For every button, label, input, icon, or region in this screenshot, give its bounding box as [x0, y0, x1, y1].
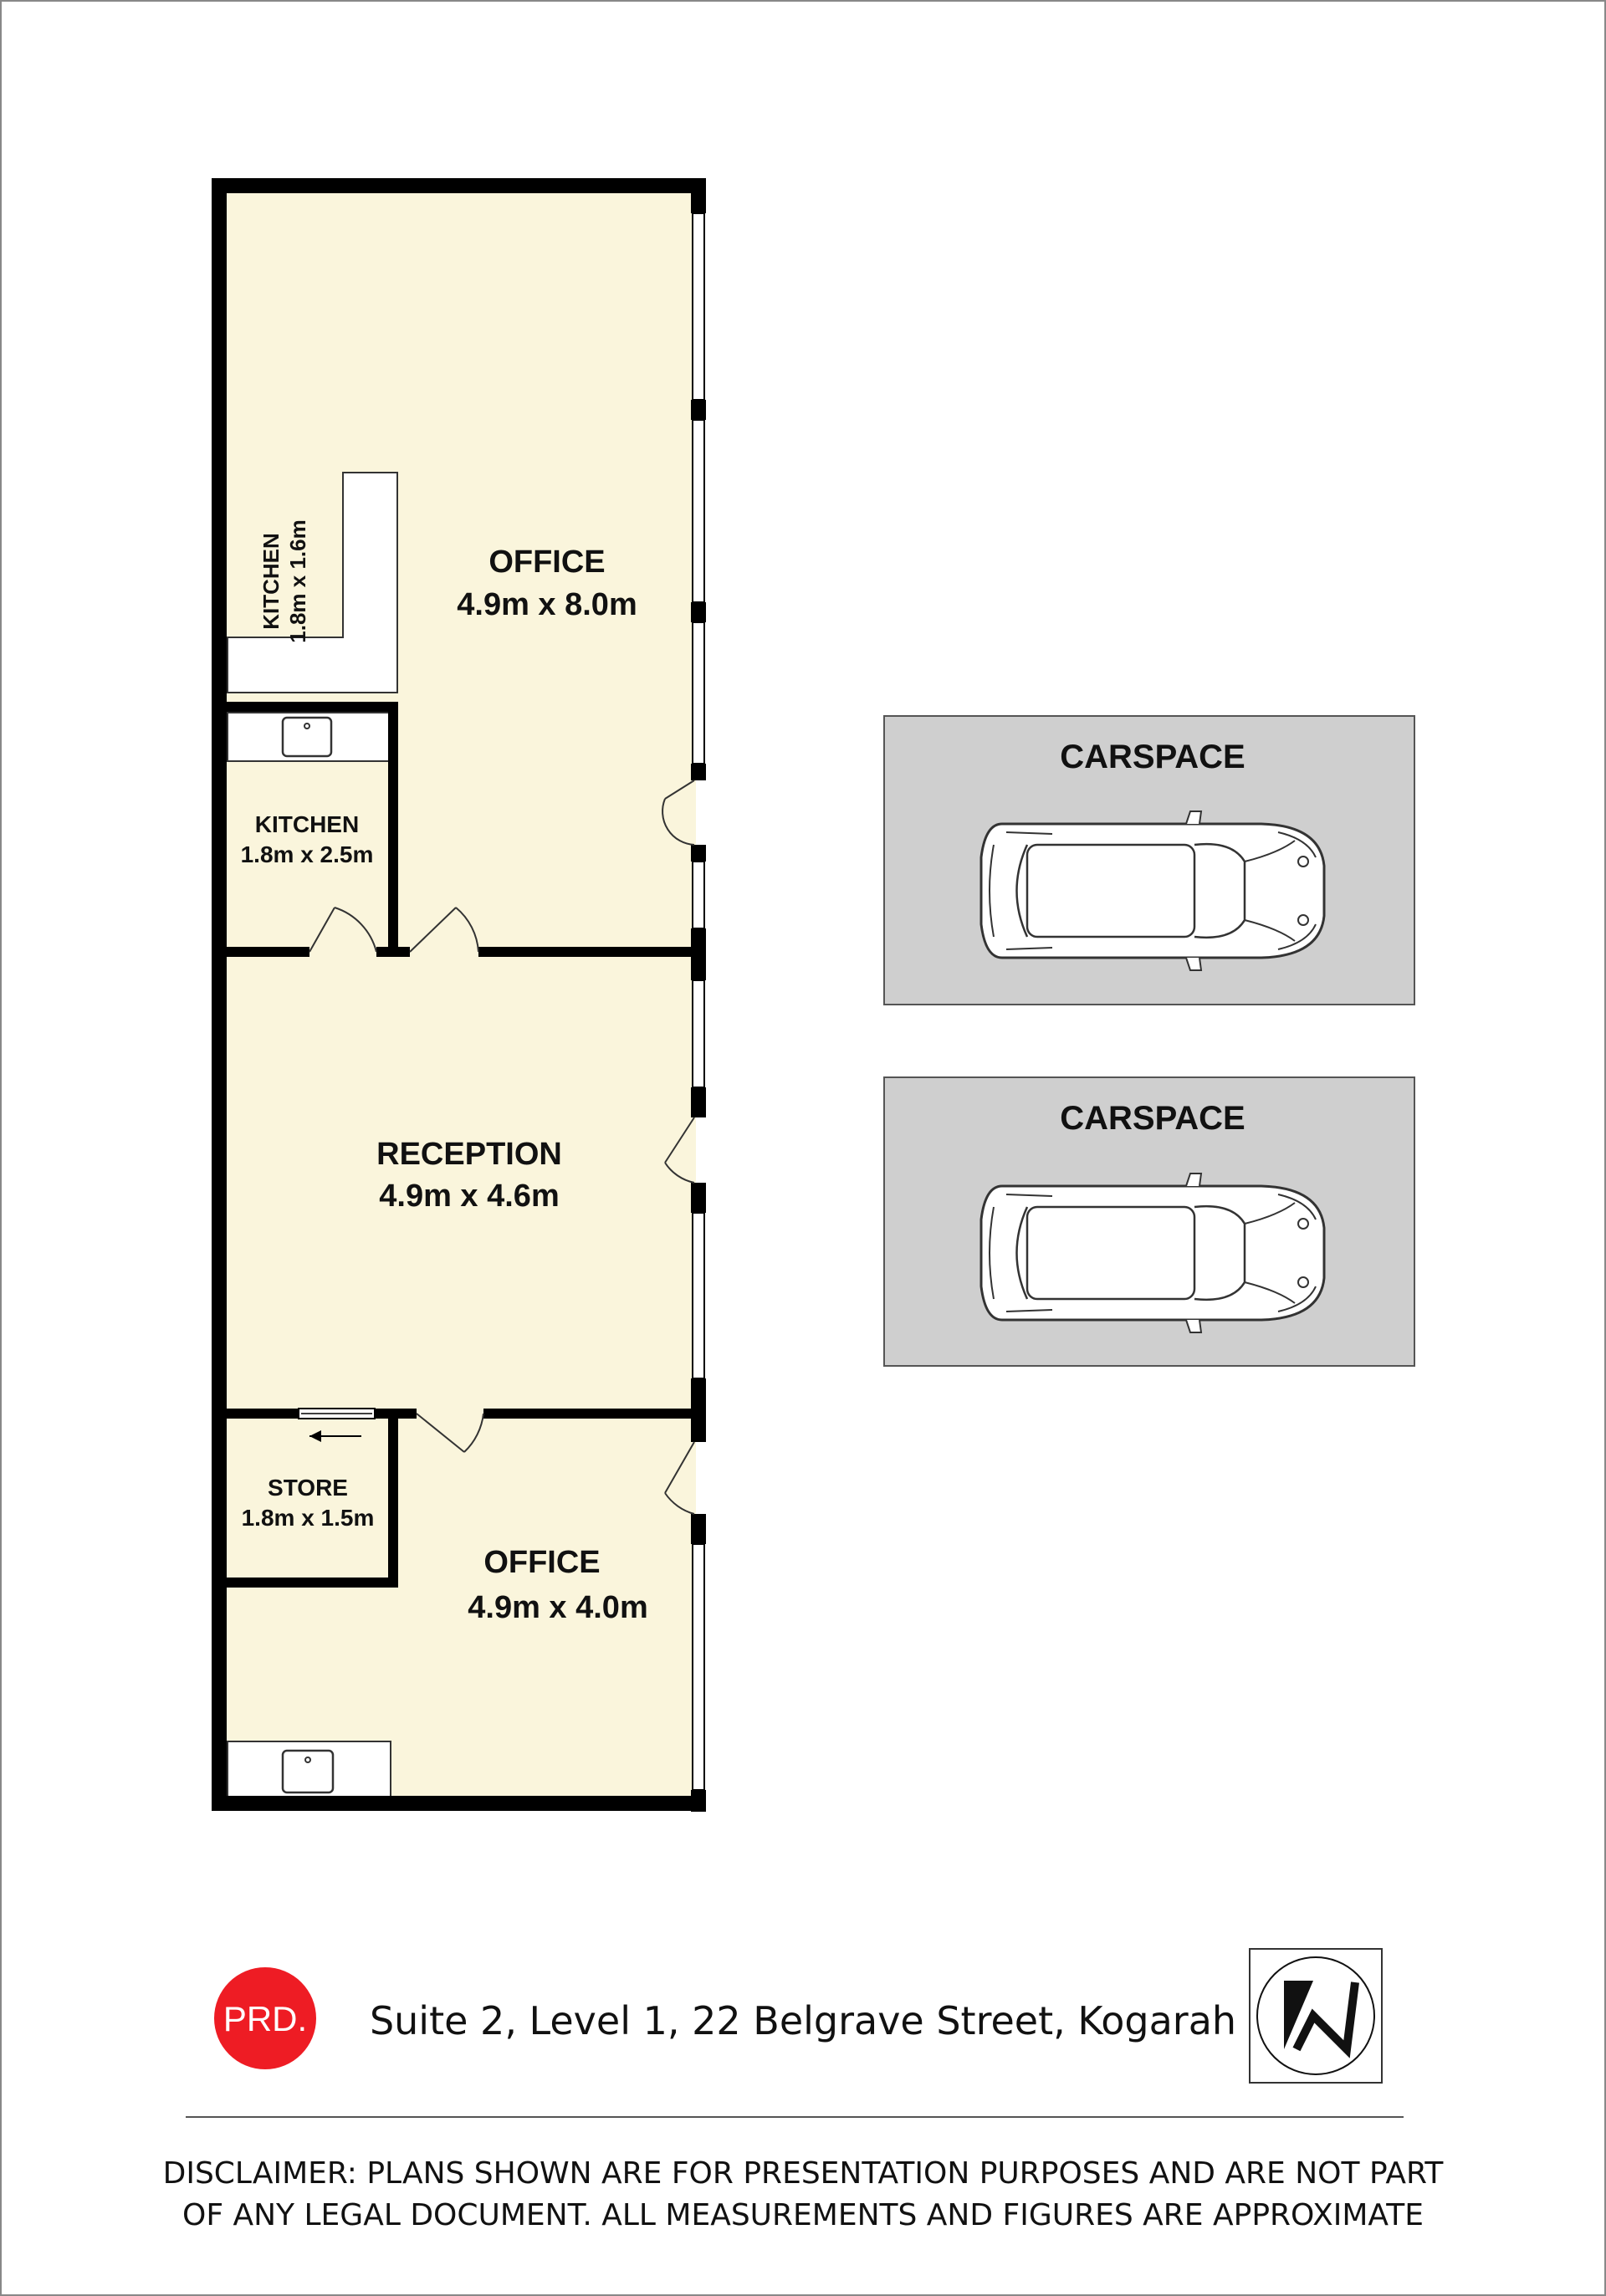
floor-fill: [219, 186, 696, 1803]
carspace-1-label: CARSPACE: [1060, 739, 1245, 775]
office-top-name: OFFICE: [488, 545, 606, 580]
kitchen-lower-name: KITCHEN: [254, 811, 360, 837]
floor-plan: [219, 178, 706, 1812]
store-size: 1.8m x 1.5m: [241, 1505, 375, 1531]
store-name: STORE: [268, 1475, 348, 1501]
reception-name: RECEPTION: [376, 1137, 562, 1172]
disclaimer-line-1: DISCLAIMER: PLANS SHOWN ARE FOR PRESENTATION PURPOSES AND ARE NOT PART: [162, 2156, 1444, 2191]
carspace-2-label: CARSPACE: [1060, 1100, 1245, 1137]
car-icon: [981, 811, 1324, 970]
kitchen-lower-size: 1.8m x 2.5m: [240, 841, 374, 867]
car-icon: [981, 1174, 1324, 1332]
carspace-2: [884, 1077, 1414, 1366]
disclaimer-line-2: OF ANY LEGAL DOCUMENT. ALL MEASUREMENTS AND FIGURES ARE APPROXIMATE: [182, 2198, 1424, 2232]
reception-size: 4.9m x 4.6m: [379, 1179, 560, 1214]
sink-icon: [283, 718, 331, 756]
carspace-1: [884, 716, 1414, 1005]
prd-logo-icon: [214, 1967, 316, 2069]
sink-icon: [283, 1751, 333, 1792]
office-bottom-name: OFFICE: [483, 1545, 601, 1580]
logo-text: PRD.: [222, 1999, 308, 2038]
address: Suite 2, Level 1, 22 Belgrave Street, Kogarah: [369, 1998, 1237, 2043]
office-bottom-size: 4.9m x 4.0m: [468, 1590, 648, 1625]
kitchen-upper-name: KITCHEN: [258, 533, 284, 630]
kitchen-upper-size: 1.8m x 1.6m: [285, 519, 310, 643]
office-top-size: 4.9m x 8.0m: [457, 587, 637, 622]
north-arrow-icon: [1250, 1949, 1382, 2083]
